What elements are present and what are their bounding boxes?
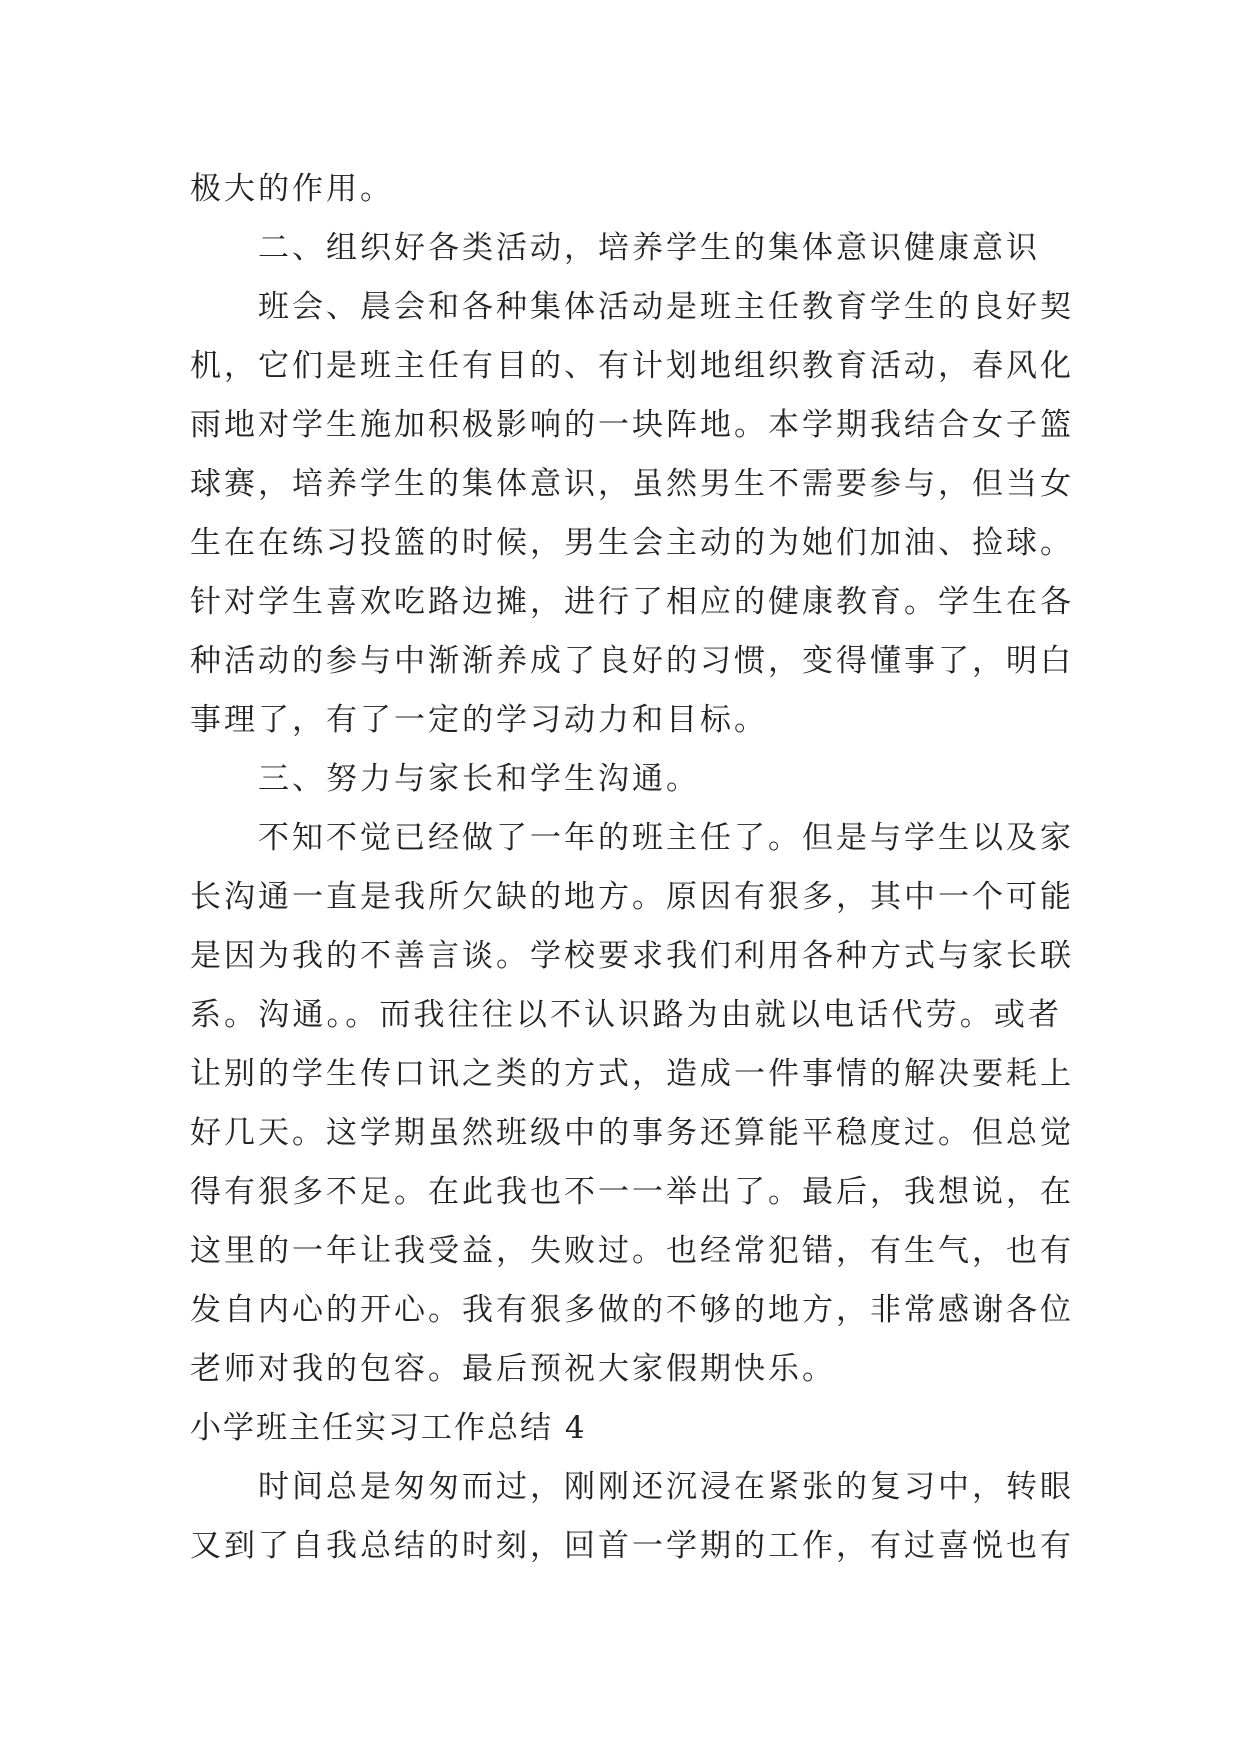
text-line: 是因为我的不善言谈。学校要求我们利用各种方式与家长联	[190, 938, 1074, 974]
text-line: 又到了自我总结的时刻，回首一学期的工作，有过喜悦也有	[190, 1528, 1074, 1564]
paragraph-intro-fragment	[190, 160, 1062, 219]
text-line: 极大的作用。	[190, 171, 394, 207]
text-line: 老师对我的包容。最后预祝大家假期快乐。	[190, 1351, 836, 1387]
text-line: 好几天。这学期虽然班级中的事务还算能平稳度过。但总觉	[190, 1115, 1074, 1151]
text-line: 让别的学生传口讯之类的方式，造成一件事情的解决要耗上	[190, 1056, 1074, 1092]
text-line: 生在在练习投篮的时候，男生会主动的为她们加油、捡球。	[190, 525, 1074, 561]
section-heading-activities	[190, 219, 1062, 278]
section-heading-communication	[190, 750, 1062, 809]
article-title	[190, 1399, 1062, 1458]
text-line: 球赛，培养学生的集体意识，虽然男生不需要参与，但当女	[190, 466, 1074, 502]
text-line: 二、组织好各类活动，培养学生的集体意识健康意识	[258, 230, 1040, 266]
text-line: 不知不觉已经做了一年的班主任了。但是与学生以及家	[258, 820, 1074, 856]
text-line: 长沟通一直是我所欠缺的地方。原因有狠多，其中一个可能	[190, 879, 1074, 915]
text-line: 种活动的参与中渐渐养成了良好的习惯，变得懂事了，明白	[190, 643, 1074, 679]
text-line: 班会、晨会和各种集体活动是班主任教育学生的良好契	[258, 289, 1074, 325]
paragraph-activities	[190, 278, 1074, 750]
text-line: 这里的一年让我受益，失败过。也经常犯错，有生气，也有	[190, 1233, 1074, 1269]
text-line: 雨地对学生施加积极影响的一块阵地。本学期我结合女子篮	[190, 407, 1074, 443]
text-line: 时间总是匆匆而过，刚刚还沉浸在紧张的复习中，转眼	[258, 1469, 1074, 1505]
text-line: 事理了，有了一定的学习动力和目标。	[190, 702, 768, 738]
text-line: 三、努力与家长和学生沟通。	[258, 761, 700, 797]
text-line: 机，它们是班主任有目的、有计划地组织教育活动，春风化	[190, 348, 1074, 384]
text-line: 针对学生喜欢吃路边摊，进行了相应的健康教育。学生在各	[190, 584, 1074, 620]
document-body	[190, 160, 1074, 1576]
text-line: 发自内心的开心。我有狠多做的不够的地方，非常感谢各位	[190, 1292, 1074, 1328]
text-line: 得有狠多不足。在此我也不一一举出了。最后，我想说，在	[190, 1174, 1074, 1210]
paragraph-summary-opening	[190, 1458, 1074, 1576]
paragraph-communication	[190, 809, 1074, 1399]
text-line: 系。沟通。。而我往往以不认识路为由就以电话代劳。或者	[190, 997, 1062, 1033]
text-line: 小学班主任实习工作总结 4	[190, 1410, 587, 1446]
